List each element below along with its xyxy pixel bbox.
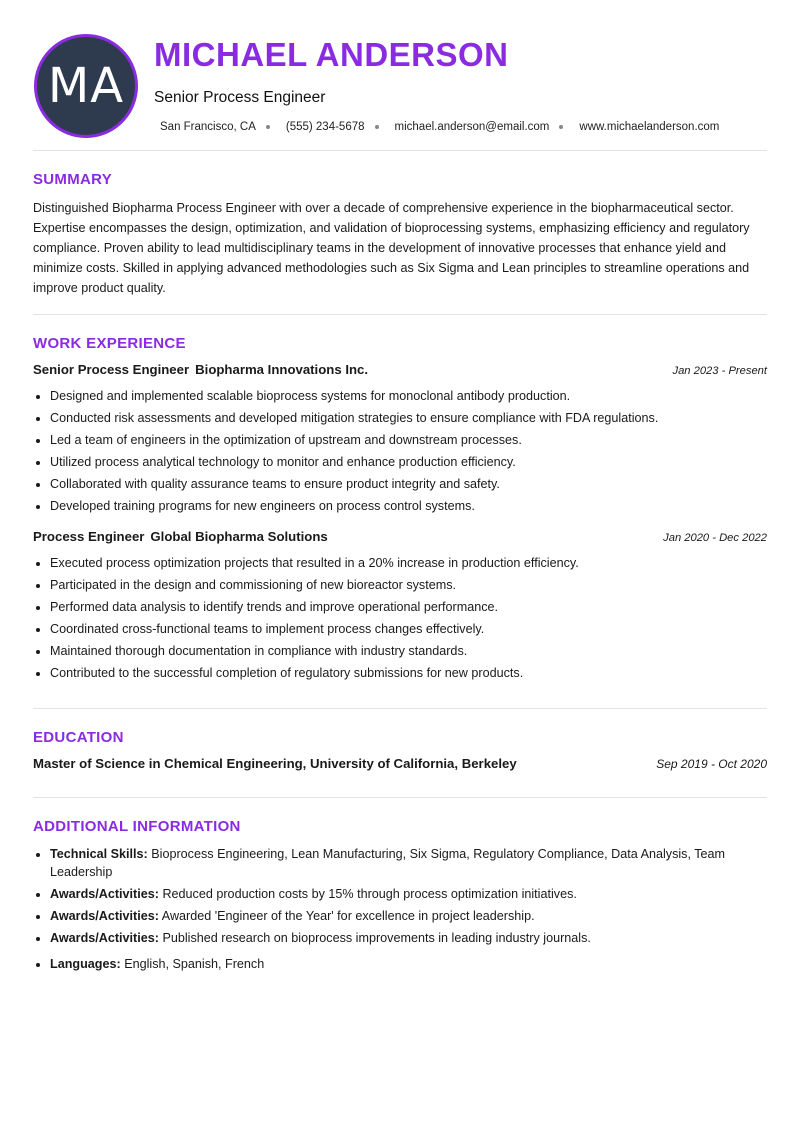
list-item: • Collaborated with quality assurance teams to ensure product integrity and safety. — [50, 473, 767, 495]
item-text: Published research on bioprocess improvements in leading industry journals. — [162, 931, 591, 945]
list-item — [50, 845, 767, 881]
contact-email[interactable]: michael.anderson@email.com — [395, 121, 580, 133]
avatar-initials: MA — [47, 58, 125, 114]
job-header — [33, 529, 767, 544]
list-item: • Conducted risk assessments and developed mitigation strategies to ensure compliance with FDA regulations. — [50, 407, 767, 429]
separator-dot — [375, 125, 379, 129]
list-item: • Maintained thorough documentation in compliance with industry standards. — [50, 640, 767, 662]
section-heading-education: EDUCATION — [33, 729, 124, 746]
education-dates: Sep 2019 - Oct 2020 — [656, 757, 767, 771]
job-bullets — [33, 385, 767, 517]
item-text: Reduced production costs by 15% through process optimization initiatives. — [162, 887, 577, 901]
contact-info — [160, 121, 719, 133]
item-text: Awarded 'Engineer of the Year' for excellence in project leadership. — [161, 909, 535, 923]
job-company: Biopharma Innovations Inc. — [195, 362, 369, 377]
resume-header — [33, 0, 767, 150]
degree: Master of Science in Chemical Engineering, University of California, Berkeley — [33, 756, 517, 771]
job-bullets — [33, 552, 767, 684]
job-title: Senior Process Engineer — [33, 362, 190, 377]
contact-phone: (555) 234-5678 — [286, 121, 395, 133]
item-text: English, Spanish, French — [124, 957, 265, 971]
list-item — [50, 955, 767, 973]
list-item: • Designed and implemented scalable bioprocess systems for monoclonal antibody production. — [50, 385, 767, 407]
list-item: • Developed training programs for new engineers on process control systems. — [50, 495, 767, 517]
list-item — [50, 929, 767, 947]
additional-info-section — [33, 798, 767, 973]
list-item: • Led a team of engineers in the optimization of upstream and downstream processes. — [50, 429, 767, 451]
list-item: • Utilized process analytical technology to monitor and enhance production efficiency. — [50, 451, 767, 473]
item-label: Awards/Activities: — [50, 887, 159, 901]
job-dates: Jan 2020 - Dec 2022 — [663, 532, 767, 544]
section-heading-additional: ADDITIONAL INFORMATION — [33, 818, 241, 835]
list-item — [50, 907, 767, 925]
job-title: Process Engineer — [33, 529, 145, 544]
candidate-title: Senior Process Engineer — [154, 89, 326, 106]
separator-dot — [559, 125, 563, 129]
contact-website[interactable]: www.michaelanderson.com — [579, 121, 720, 133]
additional-list — [33, 845, 767, 973]
list-item: • Contributed to the successful completion of regulatory submissions for new products. — [50, 662, 767, 684]
work-experience-section — [33, 315, 767, 684]
item-label: Technical Skills: — [50, 847, 148, 861]
contact-location: San Francisco, CA — [160, 121, 286, 133]
avatar — [34, 34, 138, 138]
section-heading-work: WORK EXPERIENCE — [33, 335, 186, 352]
item-text: Bioprocess Engineering, Lean Manufacturing, Six Sigma, Regulatory Compliance, Data Analysis, Team Leadership — [50, 847, 726, 879]
separator-dot — [266, 125, 270, 129]
list-item: • Performed data analysis to identify trends and improve operational performance. — [50, 596, 767, 618]
item-label: Awards/Activities: — [50, 909, 159, 923]
list-item: • Executed process optimization projects that resulted in a 20% increase in production efficiency. — [50, 552, 767, 574]
item-label: Languages: — [50, 957, 121, 971]
list-item: • Coordinated cross-functional teams to implement process changes effectively. — [50, 618, 767, 640]
education-entry — [33, 756, 767, 771]
job-company: Global Biopharma Solutions — [150, 529, 328, 544]
list-item — [50, 885, 767, 903]
education-section — [33, 709, 767, 771]
item-label: Awards/Activities: — [50, 931, 159, 945]
list-item: • Participated in the design and commissioning of new bioreactor systems. — [50, 574, 767, 596]
job-header — [33, 362, 767, 377]
job-dates: Jan 2023 - Present — [672, 365, 767, 377]
section-heading-summary: SUMMARY — [33, 171, 113, 188]
summary-text: Distinguished Biopharma Process Engineer with over a decade of comprehensive experience in the biopharmaceutical sector. Expertise encompasses the design, optimization, and validation of bioprocessing systems, emphasizing efficiency and regulatory compliance. Proven ability to lead multidisciplinary teams in the development of innovative processes that enhance yield and minimize costs. Skilled in applying advanced methodologies such as Six Sigma and Lean principles to streamline operations and improve product quality. — [33, 201, 750, 295]
summary-section — [33, 151, 767, 298]
candidate-name: MICHAEL ANDERSON — [154, 36, 509, 73]
